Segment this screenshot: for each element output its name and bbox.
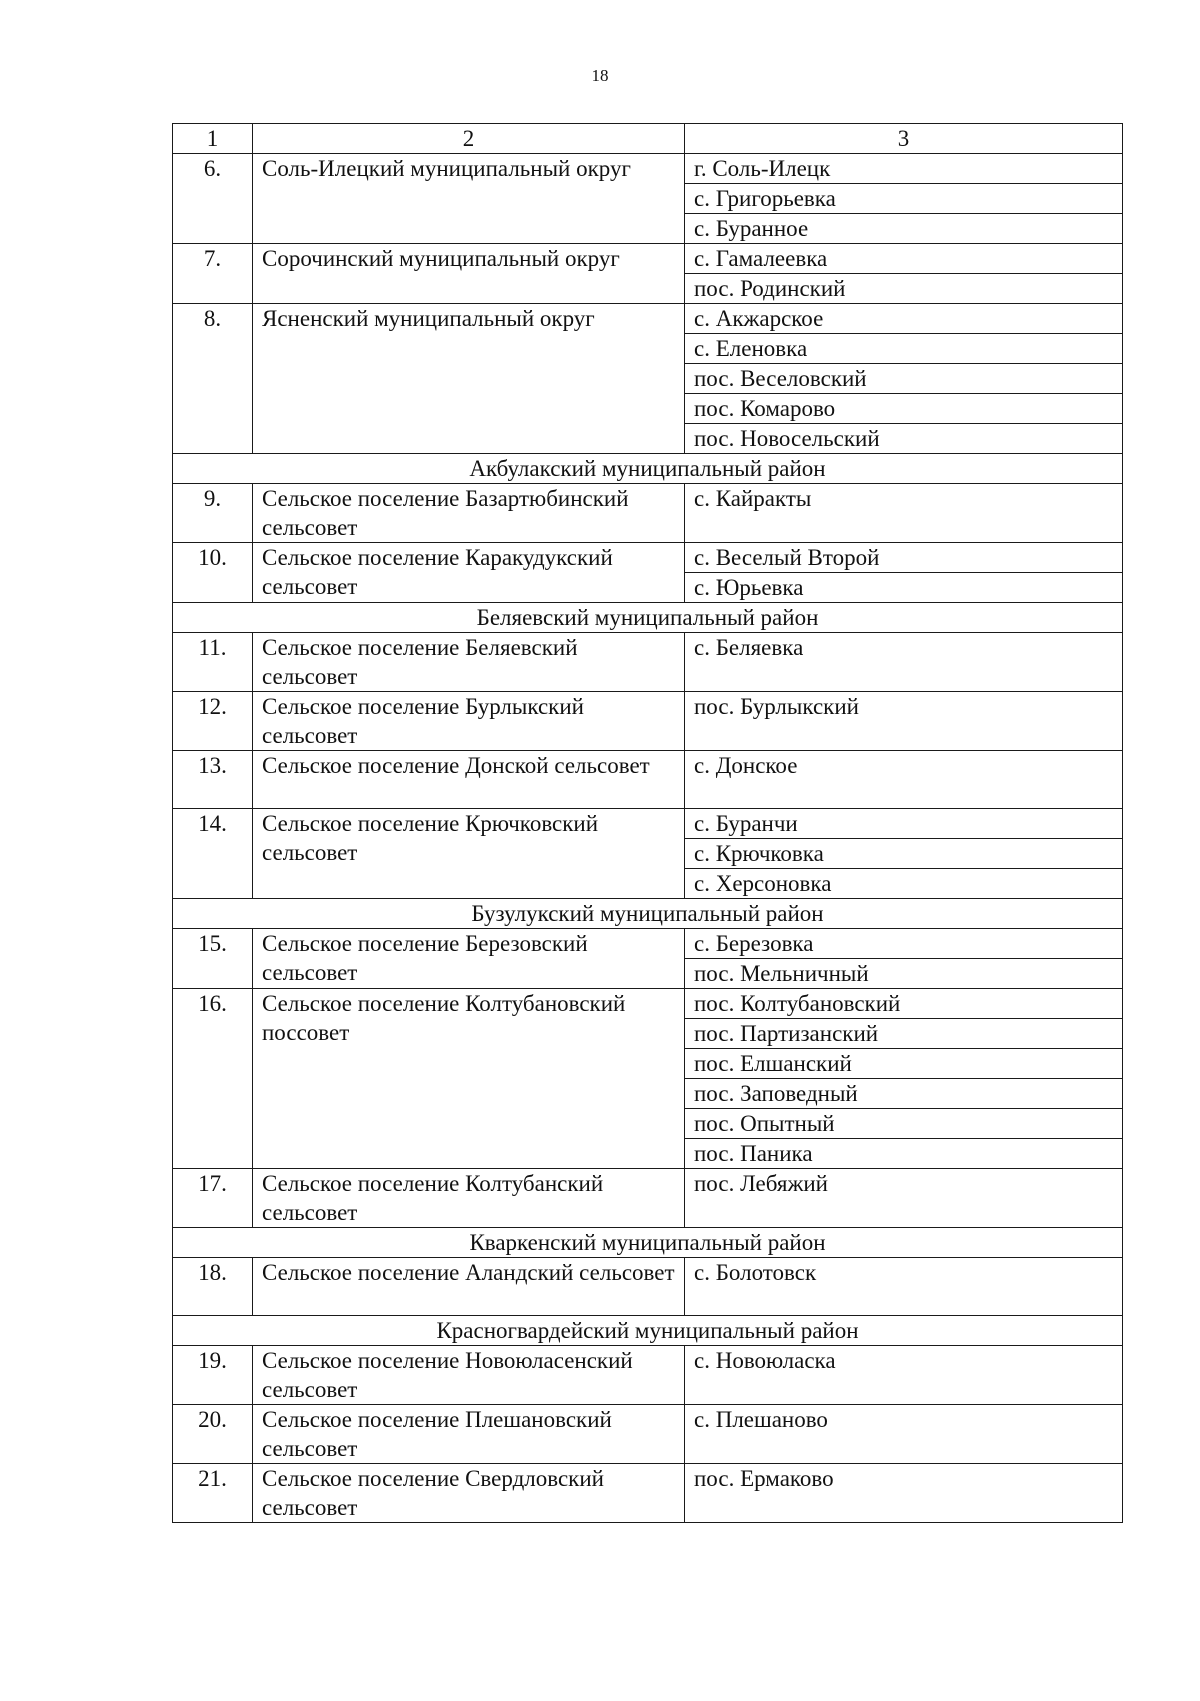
municipality-name: Сельское поселение Березовский сельсовет [253,929,685,989]
header-cell-3: 3 [685,124,1123,154]
table-row [173,989,1123,1019]
settlement-name: пос. Комарово [685,394,1123,424]
row-number: 6. [173,154,253,244]
district-name: Акбулакский муниципальный район [173,454,1123,484]
settlement-name: пос. Опытный [685,1109,1123,1139]
district-section-row [173,454,1123,484]
municipality-name: Сельское поселение Каракудукский сельсовет [253,543,685,603]
settlement-name: пос. Колтубановский [685,989,1123,1019]
settlement-name: с. Веселый Второй [685,543,1123,573]
row-number: 20. [173,1405,253,1464]
table-body [173,124,1123,1523]
settlement-name: с. Буранчи [685,809,1123,839]
row-number: 13. [173,751,253,809]
table-row [173,154,1123,184]
municipality-name: Сельское поселение Колтубановский поссовет [253,989,685,1169]
district-name: Беляевский муниципальный район [173,603,1123,633]
row-number: 15. [173,929,253,989]
district-section-row [173,603,1123,633]
settlement-name: с. Гамалеевка [685,244,1123,274]
settlement-name: с. Акжарское [685,304,1123,334]
settlement-name: с. Болотовск [685,1258,1123,1316]
settlement-name: пос. Новосельский [685,424,1123,454]
settlement-name: с. Еленовка [685,334,1123,364]
table-row [173,304,1123,334]
row-number: 16. [173,989,253,1169]
settlement-name: с. Новоюласка [685,1346,1123,1405]
header-cell-1: 1 [173,124,253,154]
row-number: 12. [173,692,253,751]
settlement-name: с. Юрьевка [685,573,1123,603]
table-row [173,692,1123,751]
settlement-name: пос. Мельничный [685,959,1123,989]
settlements-table [172,123,1123,1523]
row-number: 14. [173,809,253,899]
table-row [173,929,1123,959]
table-row [173,484,1123,543]
municipality-name: Сельское поселение Аландский сельсовет [253,1258,685,1316]
municipality-name: Сельское поселение Новоюласенский сельсовет [253,1346,685,1405]
settlement-name: пос. Ермаково [685,1464,1123,1523]
municipality-name: Сельское поселение Свердловский сельсовет [253,1464,685,1523]
row-number: 21. [173,1464,253,1523]
settlement-name: пос. Веселовский [685,364,1123,394]
row-number: 10. [173,543,253,603]
row-number: 18. [173,1258,253,1316]
settlement-name: пос. Партизанский [685,1019,1123,1049]
table-row [173,543,1123,573]
page-number: 18 [591,66,609,85]
municipality-name: Сельское поселение Бурлыкский сельсовет [253,692,685,751]
settlement-name: с. Григорьевка [685,184,1123,214]
table-row [173,633,1123,692]
settlement-name: пос. Заповедный [685,1079,1123,1109]
municipality-name: Сельское поселение Базартюбинский сельсовет [253,484,685,543]
settlement-name: пос. Паника [685,1139,1123,1169]
row-number: 17. [173,1169,253,1228]
district-name: Бузулукский муниципальный район [173,899,1123,929]
municipality-name: Сельское поселение Крючковский сельсовет [253,809,685,899]
municipality-name: Сорочинский муниципальный округ [253,244,685,304]
settlement-name: с. Донское [685,751,1123,809]
settlement-name: с. Буранное [685,214,1123,244]
table-row [173,1405,1123,1464]
header-cell-2: 2 [253,124,685,154]
row-number: 11. [173,633,253,692]
municipality-name: Ясненский муниципальный округ [253,304,685,454]
table-row [173,751,1123,809]
settlement-name: с. Плешаново [685,1405,1123,1464]
row-number: 8. [173,304,253,454]
district-section-row [173,899,1123,929]
row-number: 7. [173,244,253,304]
row-number: 9. [173,484,253,543]
municipality-name: Сельское поселение Плешановский сельсовет [253,1405,685,1464]
table-row [173,244,1123,274]
settlement-name: пос. Родинский [685,274,1123,304]
district-section-row [173,1316,1123,1346]
table-row [173,1464,1123,1523]
district-section-row [173,1228,1123,1258]
settlement-name: с. Березовка [685,929,1123,959]
table-row [173,809,1123,839]
municipality-name: Сельское поселение Беляевский сельсовет [253,633,685,692]
district-name: Кваркенский муниципальный район [173,1228,1123,1258]
row-number: 19. [173,1346,253,1405]
settlement-name: пос. Елшанский [685,1049,1123,1079]
settlement-name: пос. Лебяжий [685,1169,1123,1228]
table-row [173,1169,1123,1228]
settlement-name: г. Соль-Илецк [685,154,1123,184]
settlement-name: пос. Бурлыкский [685,692,1123,751]
settlement-name: с. Кайракты [685,484,1123,543]
table-header-row [173,124,1123,154]
table-row [173,1346,1123,1405]
municipality-name: Сельское поселение Колтубанский сельсовет [253,1169,685,1228]
district-name: Красногвардейский муниципальный район [173,1316,1123,1346]
settlement-name: с. Херсоновка [685,869,1123,899]
municipality-name: Сельское поселение Донской сельсовет [253,751,685,809]
table-row [173,1258,1123,1316]
municipality-name: Соль-Илецкий муниципальный округ [253,154,685,244]
settlement-name: с. Крючковка [685,839,1123,869]
settlement-name: с. Беляевка [685,633,1123,692]
